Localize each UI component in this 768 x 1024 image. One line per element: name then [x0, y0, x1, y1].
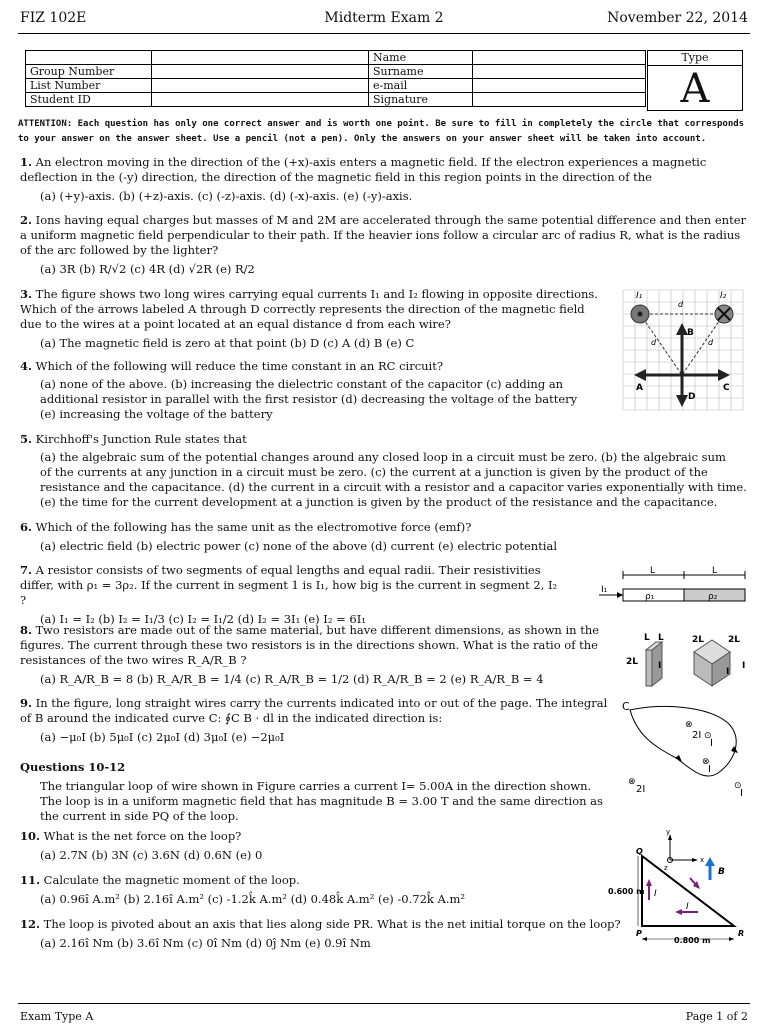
signature-field[interactable]	[473, 93, 646, 107]
into-page-icon: ⊗	[628, 777, 636, 787]
label-i1: I₁	[636, 291, 643, 301]
two-resistors-figure	[622, 628, 752, 698]
question-number: 1.	[20, 155, 33, 169]
question-options-line1: (a) none of the above. (b) increasing the dielectric constant of the capacitor (c) adding an	[40, 377, 564, 391]
question-number: 6.	[20, 520, 33, 534]
question-text: Which of the following will reduce the time constant in an RC circuit?	[35, 359, 444, 373]
label-D: D	[688, 392, 696, 402]
question-3	[20, 287, 602, 351]
axis-x-label: x	[700, 856, 705, 864]
exam-title: Midterm Exam 2	[324, 10, 444, 26]
question-number: 5.	[20, 432, 33, 446]
question-6	[20, 520, 748, 554]
question-options-line3: resistance and the capacitance. (d) the current in a circuit with a resistor and a capacitor varies exponentially with time.	[40, 480, 747, 494]
label-2L-b: 2L	[692, 635, 704, 645]
question-options: (a) R_A/R_B = 8 (b) R_A/R_B = 1/4 (c) R_A/R_B = 1/2 (d) R_A/R_B = 2 (e) R_A/R_B = 4	[40, 672, 544, 686]
question-options-line3: (e) increasing the voltage of the battery	[40, 407, 273, 421]
label-2L-a: 2L	[626, 657, 638, 667]
question-4	[20, 359, 602, 422]
label-2I-inside: 2I	[692, 730, 702, 741]
label-L1: L	[650, 566, 656, 576]
question-10	[20, 829, 612, 863]
label-rho1: ρ₁	[645, 592, 655, 602]
out-page-icon: ⊙	[734, 781, 742, 791]
label-2I-outside: 2I	[636, 784, 646, 795]
label-2L-c: 2L	[728, 635, 740, 645]
label-I-vertical: I	[654, 889, 657, 899]
label-height: 0.600 m	[608, 887, 645, 896]
into-page-icon: ⊗	[702, 757, 710, 767]
label-B: B	[687, 328, 694, 338]
question-options: (a) 2.7N (b) 3N (c) 3.6N (d) 0.6N (e) 0	[40, 848, 263, 862]
label-I1: I₁	[601, 585, 608, 595]
footer-exam-type: Exam Type A	[20, 1010, 94, 1023]
question-options: (a) 3R (b) R/√2 (c) 4R (d) √2R (e) R/2	[40, 262, 255, 276]
label-d-top: d	[678, 300, 684, 309]
label-B: B	[718, 867, 725, 877]
name-label: Name	[369, 51, 473, 65]
resistor-figure	[595, 565, 750, 607]
question-5	[20, 432, 748, 510]
label-I-outside: I	[740, 788, 743, 798]
surname-label: Surname	[369, 65, 473, 79]
type-value: A	[680, 66, 710, 112]
label-d-right: d	[708, 338, 714, 347]
intro-text: The triangular loop of wire shown in Figure carries a current I= 5.00A in the direction shown. The loop is in a uniform magnetic field that has magnitude B = 3.00 T and the same direction as the current in side PQ of the loop.	[40, 779, 603, 823]
label-width: 0.800 m	[674, 936, 711, 945]
question-number: 4.	[20, 359, 33, 373]
label-I-inside-a: I	[710, 738, 713, 749]
page-footer	[18, 1003, 750, 1023]
question-7	[20, 563, 560, 627]
question-options-line1: (a) the algebraic sum of the potential changes around any closed loop in a circuit must be zero. (b) the algebraic sum	[40, 450, 726, 464]
group-number-field[interactable]	[152, 65, 369, 79]
question-options-line2: of the currents at any junction in a circuit must be zero. (c) the current at a junction is given by the product of the	[40, 465, 708, 479]
question-text: Ions having equal charges but masses of M and 2M are accelerated through the same potential difference and then enter a uniform magnetic field perpendicular to their path. If the heavier ions follow a circular arc of radius R, what is the radius of the arc followed by the lighter?	[20, 213, 746, 257]
exam-date: November 22, 2014	[607, 10, 748, 26]
axis-y-label: y	[666, 828, 671, 836]
footer-page-number: Page 1 of 2	[685, 1010, 748, 1023]
label-d-left: d	[651, 338, 657, 347]
question-11	[20, 873, 612, 907]
list-number-label: List Number	[26, 79, 152, 93]
label-I-b: I	[726, 667, 730, 677]
label-Q: Q	[636, 847, 643, 856]
question-options: (a) The magnetic field is zero at that point (b) D (c) A (d) B (e) C	[40, 336, 415, 350]
question-options: (a) (+y)-axis. (b) (+z)-axis. (c) (-z)-axis. (d) (-x)-axis. (e) (-y)-axis.	[40, 189, 413, 203]
triangle-loop-figure	[604, 826, 754, 951]
question-options: (a) I₁ = I₂ (b) I₂ = I₁/3 (c) I₂ = I₁/2 (d) I₂ = 3I₁ (e) I₂ = 6I₁	[40, 612, 366, 626]
label-i2: I₂	[720, 291, 727, 301]
question-number: 8.	[20, 623, 33, 637]
section-intro	[20, 779, 612, 824]
surname-field[interactable]	[473, 65, 646, 79]
list-number-field[interactable]	[152, 79, 369, 93]
b-field-arrow-icon	[705, 857, 715, 866]
question-9	[20, 696, 612, 745]
question-options: (a) −μ₀I (b) 5μ₀I (c) 2μ₀I (d) 3μ₀I (e) −2μ₀I	[40, 730, 285, 744]
question-text: Two resistors are made out of the same material, but have different dimensions, as shown in the figures. The current through these two resistors is in the directions shown. What is the ratio of the resistances of the two wires R_A/R_B ?	[20, 623, 600, 667]
label-I-a: I	[658, 661, 662, 671]
label-P: P	[636, 929, 642, 938]
label-rho2: ρ₂	[708, 592, 718, 602]
question-text: In the figure, long straight wires carry the currents indicated into or out of the page. The integral of B around the indicated curve C: ∮C B · dl in the indicated direction is:	[20, 696, 608, 725]
question-options-line2: additional resistor in parallel with the first resistor (d) decreasing the voltage of the battery	[40, 392, 578, 406]
label-C: C	[723, 383, 730, 393]
label-L-b: L	[658, 633, 664, 643]
question-options: (a) 2.16î Nm (b) 3.6î Nm (c) 0î Nm (d) 0ĵ Nm (e) 0.9î Nm	[40, 936, 371, 950]
question-number: 10.	[20, 829, 41, 843]
axis-z-label: z	[664, 864, 668, 872]
question-number: 12.	[20, 917, 41, 931]
label-C: C	[622, 700, 630, 713]
out-page-icon: ⊙	[704, 731, 712, 741]
label-L-a: L	[644, 633, 650, 643]
question-1	[20, 155, 748, 204]
type-label: Type	[648, 51, 742, 66]
student-id-field[interactable]	[152, 93, 369, 107]
name-field[interactable]	[473, 51, 646, 65]
question-text: The loop is pivoted about an axis that lies along side PR. What is the net initial torque on the loop?	[43, 917, 621, 931]
blank-cell[interactable]	[152, 51, 369, 65]
label-I-horizontal: I	[686, 902, 689, 912]
question-number: 2.	[20, 213, 33, 227]
student-id-label: Student ID	[26, 93, 152, 107]
email-label: e-mail	[369, 79, 473, 93]
question-text: An electron moving in the direction of the (+x)-axis enters a magnetic field. If the electron experiences a magnetic deflection in the (-y) direction, the direction of the magnetic field in this region points in the direction of the	[20, 155, 707, 184]
header-rule	[18, 33, 750, 34]
question-number: 9.	[20, 696, 33, 710]
page-header	[18, 10, 750, 30]
question-text: The figure shows two long wires carrying equal currents I₁ and I₂ flowing in opposite directions. Which of the arrows labeled A through D correctly represents the direction of the magnetic field due to the wires at a point located at an equal distance d from each wire?	[20, 287, 598, 331]
question-options: (a) electric field (b) electric power (c) none of the above (d) current (e) electric potential	[40, 539, 558, 553]
into-page-icon: ⊗	[685, 720, 693, 730]
email-field[interactable]	[473, 79, 646, 93]
question-number: 11.	[20, 873, 41, 887]
label-A: A	[636, 383, 643, 393]
question-text: A resistor consists of two segments of equal lengths and equal radii. Their resistivities differ, with ρ₁ = 3ρ₂. If the current in segment 1 is I₁, how big is the current in segment 2, I₂ ?	[20, 563, 558, 607]
question-12	[20, 917, 624, 951]
section-title: Questions 10-12	[20, 760, 126, 774]
attention-note: ATTENTION: Each question has only one correct answer and is worth one point. Be sure to fill in completely the circle that corresponds to your answer on the answer sheet. Use a pencil (not a pen). Only the answers on your answer sheet will be taken into account.	[18, 119, 745, 144]
label-R: R	[738, 929, 745, 938]
question-text: What is the net force on the loop?	[43, 829, 242, 843]
question-text: Calculate the magnetic moment of the loop.	[43, 873, 300, 887]
question-options-line4: (e) the time for the current development at a junction is given by the product of the resistance and the capacitance.	[40, 495, 718, 509]
student-info-table	[25, 50, 646, 107]
course-code: FIZ 102E	[20, 10, 87, 26]
group-number-label: Group Number	[26, 65, 152, 79]
question-text: Which of the following has the same unit as the electromotive force (emf)?	[35, 520, 472, 534]
question-options: (a) 0.96î A.m² (b) 2.16î A.m² (c) -1.2k̂ A.m² (d) 0.48k̂ A.m² (e) -0.72k̂ A.m²	[40, 892, 465, 906]
wires-figure	[618, 285, 748, 415]
question-2	[20, 213, 748, 277]
label-I-inside-b: I	[708, 764, 711, 775]
question-text: Kirchhoff's Junction Rule states that	[35, 432, 247, 446]
exam-type-box	[647, 50, 743, 111]
question-number: 7.	[20, 563, 33, 577]
amperian-loop-figure	[618, 698, 758, 798]
signature-label: Signature	[369, 93, 473, 107]
question-number: 3.	[20, 287, 33, 301]
question-8	[20, 623, 612, 687]
label-I-c: I	[742, 661, 746, 671]
label-L2: L	[712, 566, 718, 576]
